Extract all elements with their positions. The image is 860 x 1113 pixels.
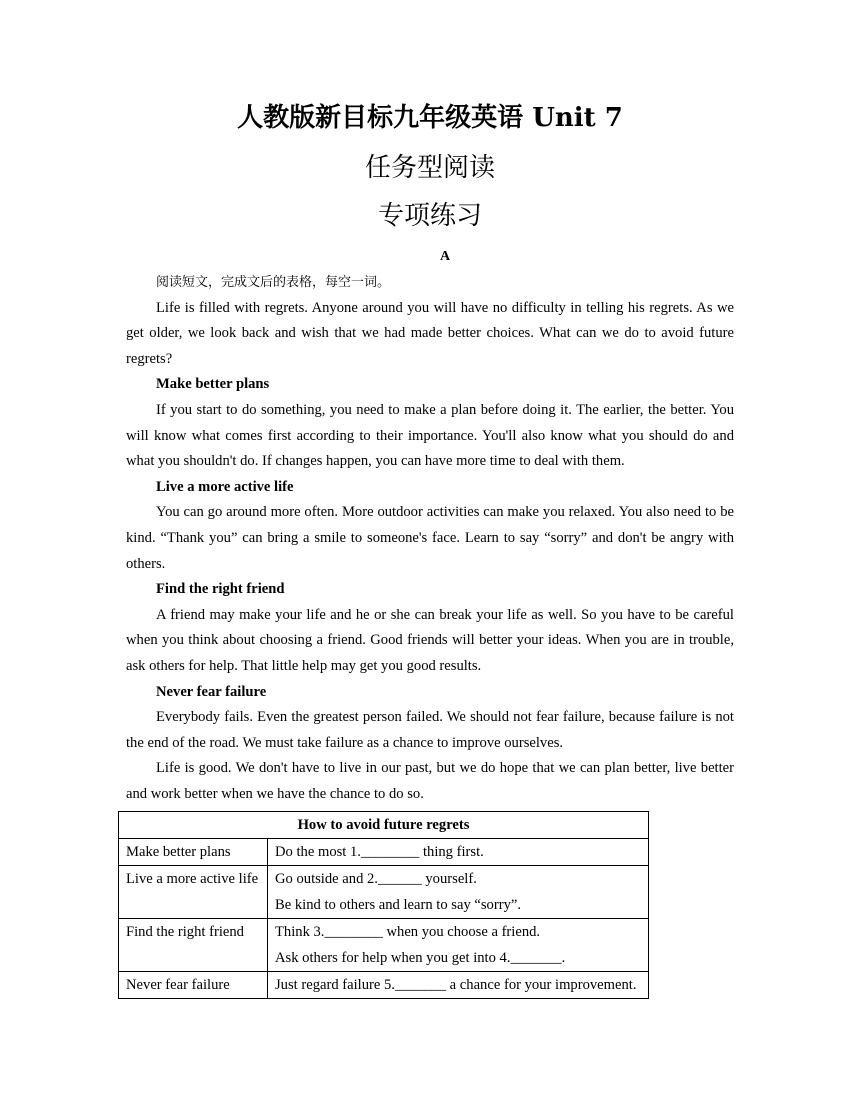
row-content	[268, 866, 649, 919]
section-heading: Never fear failure	[156, 683, 267, 700]
paragraph: Everybody fails. Even the greatest person failed. We should not fear failure, because failure is not the end of the road. We must take failure as a chance to improve ourselves.	[126, 709, 734, 751]
paragraph: You can go around more often. More outdoor activities can make you relaxed. You also need to be kind. “Thank you” can bring a smile to someone's face. Learn to say “sorry” and don't be angry with others.	[126, 504, 734, 572]
table-header-row	[119, 812, 649, 839]
row-label: Live a more active life	[119, 866, 268, 919]
table-header: How to avoid future regrets	[119, 812, 649, 839]
paragraph: Life is filled with regrets. Anyone around you will have no difficulty in telling his regrets. As we get older, we look back and wish that we had made better choices. What can we do to avoid future regrets?	[126, 299, 734, 367]
table-row	[119, 972, 649, 999]
document-subtitle: 任务型阅读	[364, 153, 495, 183]
document-title: 人教版新目标九年级英语 Unit 7	[237, 103, 623, 133]
row-line: Think 3.________ when you choose a friend.	[275, 924, 541, 940]
passage	[126, 270, 734, 807]
paragraph: Life is good. We don't have to live in our past, but we do hope that we can plan better, live better and work better when we have the chance to do so.	[126, 760, 734, 802]
table-row	[119, 919, 649, 972]
paragraph: If you start to do something, you need to make a plan before doing it. The earlier, the better. You will know what comes first according to their importance. You'll also know what you should do and what you shouldn't do. If changes happen, you can have more time to deal with them.	[126, 401, 734, 470]
row-line: Go outside and 2.______ yourself.	[275, 871, 477, 887]
row-label: Make better plans	[119, 839, 268, 866]
table-row	[119, 866, 649, 919]
row-label: Find the right friend	[119, 919, 268, 972]
document-subtitle-2: 专项练习	[377, 201, 482, 231]
row-content	[268, 972, 649, 999]
paragraph: A friend may make your life and he or she can break your life as well. So you have to be careful when you think about choosing a friend. Good friends will better your ideas. When you are in trouble, ask others for help. That little help may get you good results.	[126, 606, 734, 674]
row-line: Be kind to others and learn to say “sorry”.	[275, 897, 521, 913]
row-line: Do the most 1.________ thing first.	[275, 844, 484, 860]
row-line: Just regard failure 5._______ a chance for your improvement.	[275, 977, 637, 993]
section-label: A	[439, 249, 451, 264]
regrets-table	[118, 811, 649, 999]
section-heading: Find the right friend	[156, 581, 285, 598]
table-row	[119, 839, 649, 866]
instruction-text: 阅读短文，完成文后的表格，每空一词。	[156, 275, 391, 290]
section-heading: Live a more active life	[156, 478, 294, 495]
row-content	[268, 919, 649, 972]
row-content	[268, 839, 649, 866]
row-label: Never fear failure	[119, 972, 268, 999]
row-line: Ask others for help when you get into 4._______.	[275, 950, 566, 966]
section-heading: Make better plans	[156, 376, 270, 393]
